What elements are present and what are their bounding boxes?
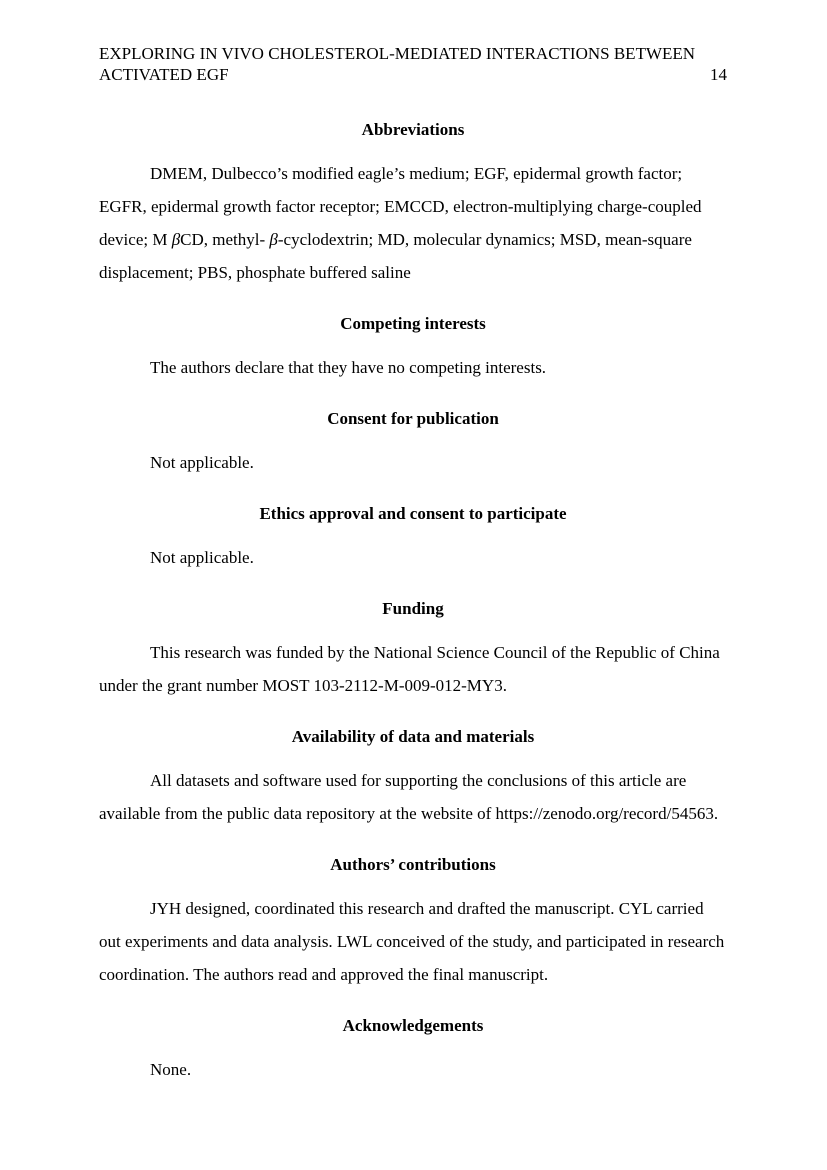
section-heading-funding: Funding — [382, 599, 444, 618]
beta-symbol: β — [269, 230, 278, 249]
availability-paragraph: All datasets and software used for supporting the conclusions of this article are available from the public data repository at the website of https://zenodo.org/record/54563. — [99, 771, 719, 823]
beta-symbol: β — [171, 230, 181, 249]
authors-contributions-paragraph: JYH designed, coordinated this research and drafted the manuscript. CYL carried out experiments and data analysis. LWL conceived of the study, and participated in research coordination. The authors read and approved the final manuscript. — [99, 899, 725, 984]
ethics-approval-paragraph: Not applicable. — [150, 548, 254, 567]
section-heading-abbreviations: Abbreviations — [361, 120, 465, 139]
section-heading-availability: Availability of data and materials — [291, 727, 535, 746]
section-heading-consent-for-publication: Consent for publication — [327, 409, 499, 428]
competing-interests-paragraph: The authors declare that they have no competing interests. — [150, 358, 547, 377]
page-number: 14 — [710, 64, 727, 84]
abbreviations-paragraph — [99, 157, 727, 289]
section-heading-authors-contributions: Authors’ contributions — [330, 855, 496, 874]
abbreviations-text-part: CD, methyl- — [180, 230, 270, 249]
section-heading-competing-interests: Competing interests — [340, 314, 486, 333]
consent-for-publication-paragraph: Not applicable. — [150, 453, 254, 472]
acknowledgements-paragraph: None. — [150, 1060, 192, 1079]
running-head-title: EXPLORING IN VIVO CHOLESTEROL-MEDIATED INTERACTIONS BETWEEN ACTIVATED EGF — [99, 44, 696, 84]
abbreviations-text-part: -cyclodextrin; MD, molecular dynamics; MSD, mean-square displacement; PBS, phosphate buffered saline — [99, 230, 692, 282]
running-head — [99, 44, 727, 85]
section-heading-ethics-approval: Ethics approval and consent to participate — [259, 504, 567, 523]
funding-paragraph: This research was funded by the National Science Council of the Republic of China under the grant number MOST 103-2112-M-009-012-MY3. — [99, 643, 720, 695]
abbreviations-text-part: DMEM, Dulbecco’s modified eagle’s medium; EGF, epidermal growth factor; EGFR, epidermal growth factor receptor; EMCCD, electron-multiplying charge-coupled device; M — [99, 164, 702, 249]
section-heading-acknowledgements: Acknowledgements — [342, 1016, 484, 1035]
